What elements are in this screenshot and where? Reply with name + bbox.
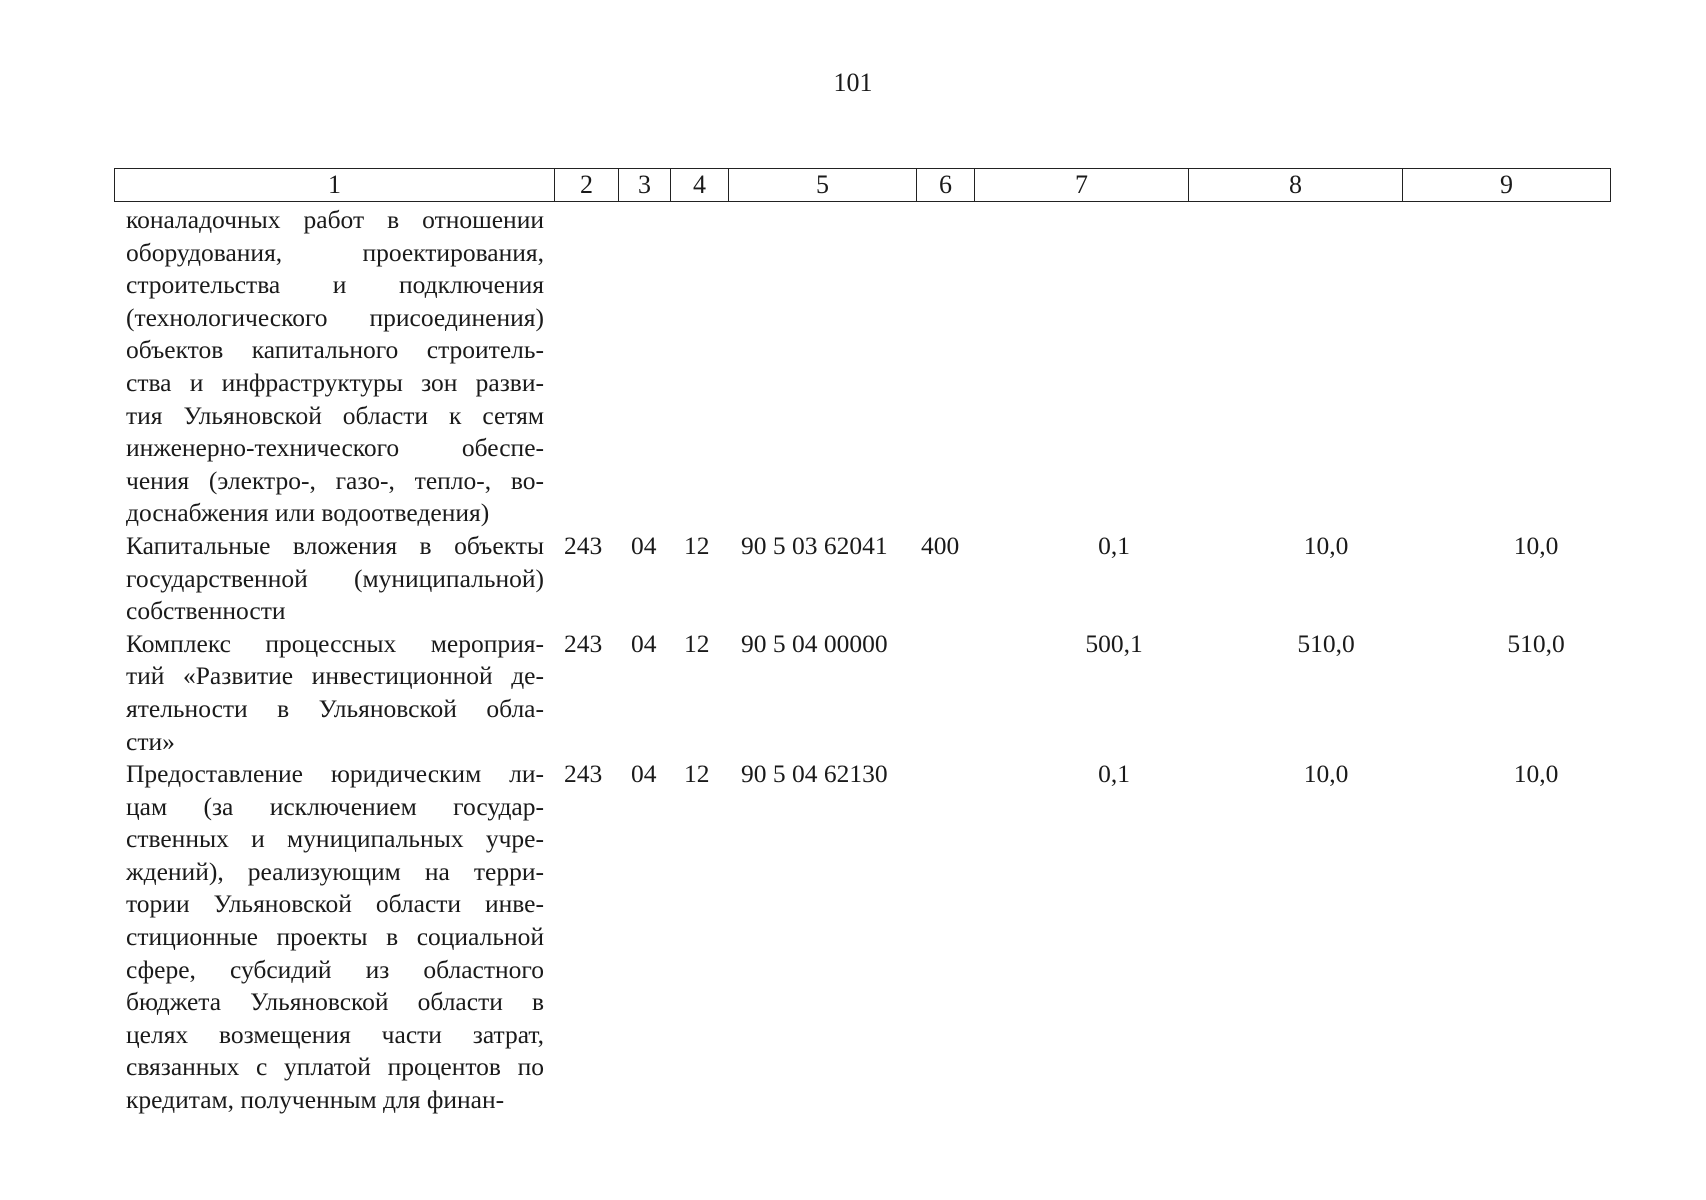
cell-col-5: 90 5 03 62041 bbox=[741, 530, 888, 560]
description-line: связанных с уплатой процентов по bbox=[126, 1052, 544, 1082]
header-col-3: 3 bbox=[619, 169, 671, 202]
cell-col-9: 510,0 bbox=[1507, 628, 1565, 658]
cell-col-8: 10,0 bbox=[1303, 759, 1349, 789]
row-description bbox=[126, 758, 544, 1117]
cell-col-3: 04 bbox=[631, 530, 657, 560]
header-col-2: 2 bbox=[555, 169, 619, 202]
description-line: целях возмещения части затрат, bbox=[126, 1019, 544, 1049]
header-col-7: 7 bbox=[975, 169, 1189, 202]
cell-col-3: 04 bbox=[631, 628, 657, 658]
cell-col-7: 0,1 bbox=[1098, 759, 1130, 789]
description-line: инженерно-технического обеспе- bbox=[126, 433, 544, 463]
description-line: сфере, субсидий из областного bbox=[126, 954, 544, 984]
cell-col-3: 04 bbox=[631, 759, 657, 789]
cell-col-4: 12 bbox=[684, 530, 710, 560]
description-line: бюджета Ульяновской области в bbox=[126, 987, 544, 1017]
table-row bbox=[126, 530, 1559, 628]
header-col-9: 9 bbox=[1403, 169, 1611, 202]
description-line: Предоставление юридическим ли- bbox=[126, 759, 544, 789]
cell-col-8: 510,0 bbox=[1297, 628, 1355, 658]
cell-col-9: 10,0 bbox=[1513, 759, 1559, 789]
description-line: тий «Развитие инвестиционной де- bbox=[126, 661, 544, 691]
description-line: цам (за исключением государ- bbox=[126, 791, 544, 821]
description-line: собственности bbox=[126, 596, 286, 626]
cell-col-6: 400 bbox=[921, 530, 960, 560]
row-description bbox=[126, 530, 544, 628]
cell-col-7: 0,1 bbox=[1098, 530, 1130, 560]
row-description bbox=[126, 628, 544, 758]
description-line: сти» bbox=[126, 726, 175, 756]
page-number: 101 bbox=[833, 68, 873, 97]
table-row bbox=[126, 204, 544, 530]
header-col-8: 8 bbox=[1189, 169, 1403, 202]
cell-col-8: 10,0 bbox=[1303, 530, 1349, 560]
description-line: оборудования, проектирования, bbox=[126, 237, 544, 267]
description-line: коналадочных работ в отношении bbox=[126, 205, 544, 234]
description-line: ятельности в Ульяновской обла- bbox=[126, 693, 544, 723]
description-line: стиционные проекты в социальной bbox=[126, 922, 544, 952]
description-line: доснабжения или водоотведения) bbox=[126, 498, 490, 528]
cell-col-2: 243 bbox=[564, 628, 603, 658]
cell-col-5: 90 5 04 62130 bbox=[741, 759, 888, 789]
header-col-6: 6 bbox=[917, 169, 975, 202]
cell-col-2: 243 bbox=[564, 530, 603, 560]
column-number-header bbox=[114, 168, 1611, 202]
description-line: тия Ульяновской области к сетям bbox=[126, 400, 544, 430]
description-line: строительства и подключения bbox=[126, 270, 544, 300]
description-line: ждений), реализующим на терри- bbox=[126, 856, 544, 886]
cell-col-7: 500,1 bbox=[1085, 628, 1143, 658]
description-line: ственных и муниципальных учре- bbox=[126, 824, 544, 854]
cell-col-9: 10,0 bbox=[1513, 530, 1559, 560]
description-line: тории Ульяновской области инве- bbox=[126, 889, 544, 919]
description-line: государственной (муниципальной) bbox=[126, 563, 544, 593]
description-line: объектов капитального строитель- bbox=[126, 335, 544, 365]
cell-col-5: 90 5 04 00000 bbox=[741, 628, 888, 658]
cell-col-4: 12 bbox=[684, 759, 710, 789]
cell-col-4: 12 bbox=[684, 628, 710, 658]
table-body bbox=[126, 204, 1565, 1117]
header-col-5: 5 bbox=[729, 169, 917, 202]
description-line: чения (электро-, газо-, тепло-, во- bbox=[126, 465, 544, 495]
header-col-1: 1 bbox=[115, 169, 555, 202]
description-line: кредитам, полученным для финан- bbox=[126, 1085, 505, 1115]
description-line: (технологического присоединения) bbox=[126, 302, 544, 332]
table-row bbox=[126, 758, 1559, 1117]
description-line: Капитальные вложения в объекты bbox=[126, 530, 544, 560]
cell-col-2: 243 bbox=[564, 759, 603, 789]
row-description bbox=[126, 204, 544, 530]
header-col-4: 4 bbox=[671, 169, 729, 202]
description-line: ства и инфраструктуры зон разви- bbox=[126, 367, 544, 397]
description-line: Комплекс процессных мероприя- bbox=[126, 628, 544, 658]
table-row bbox=[126, 628, 1565, 758]
